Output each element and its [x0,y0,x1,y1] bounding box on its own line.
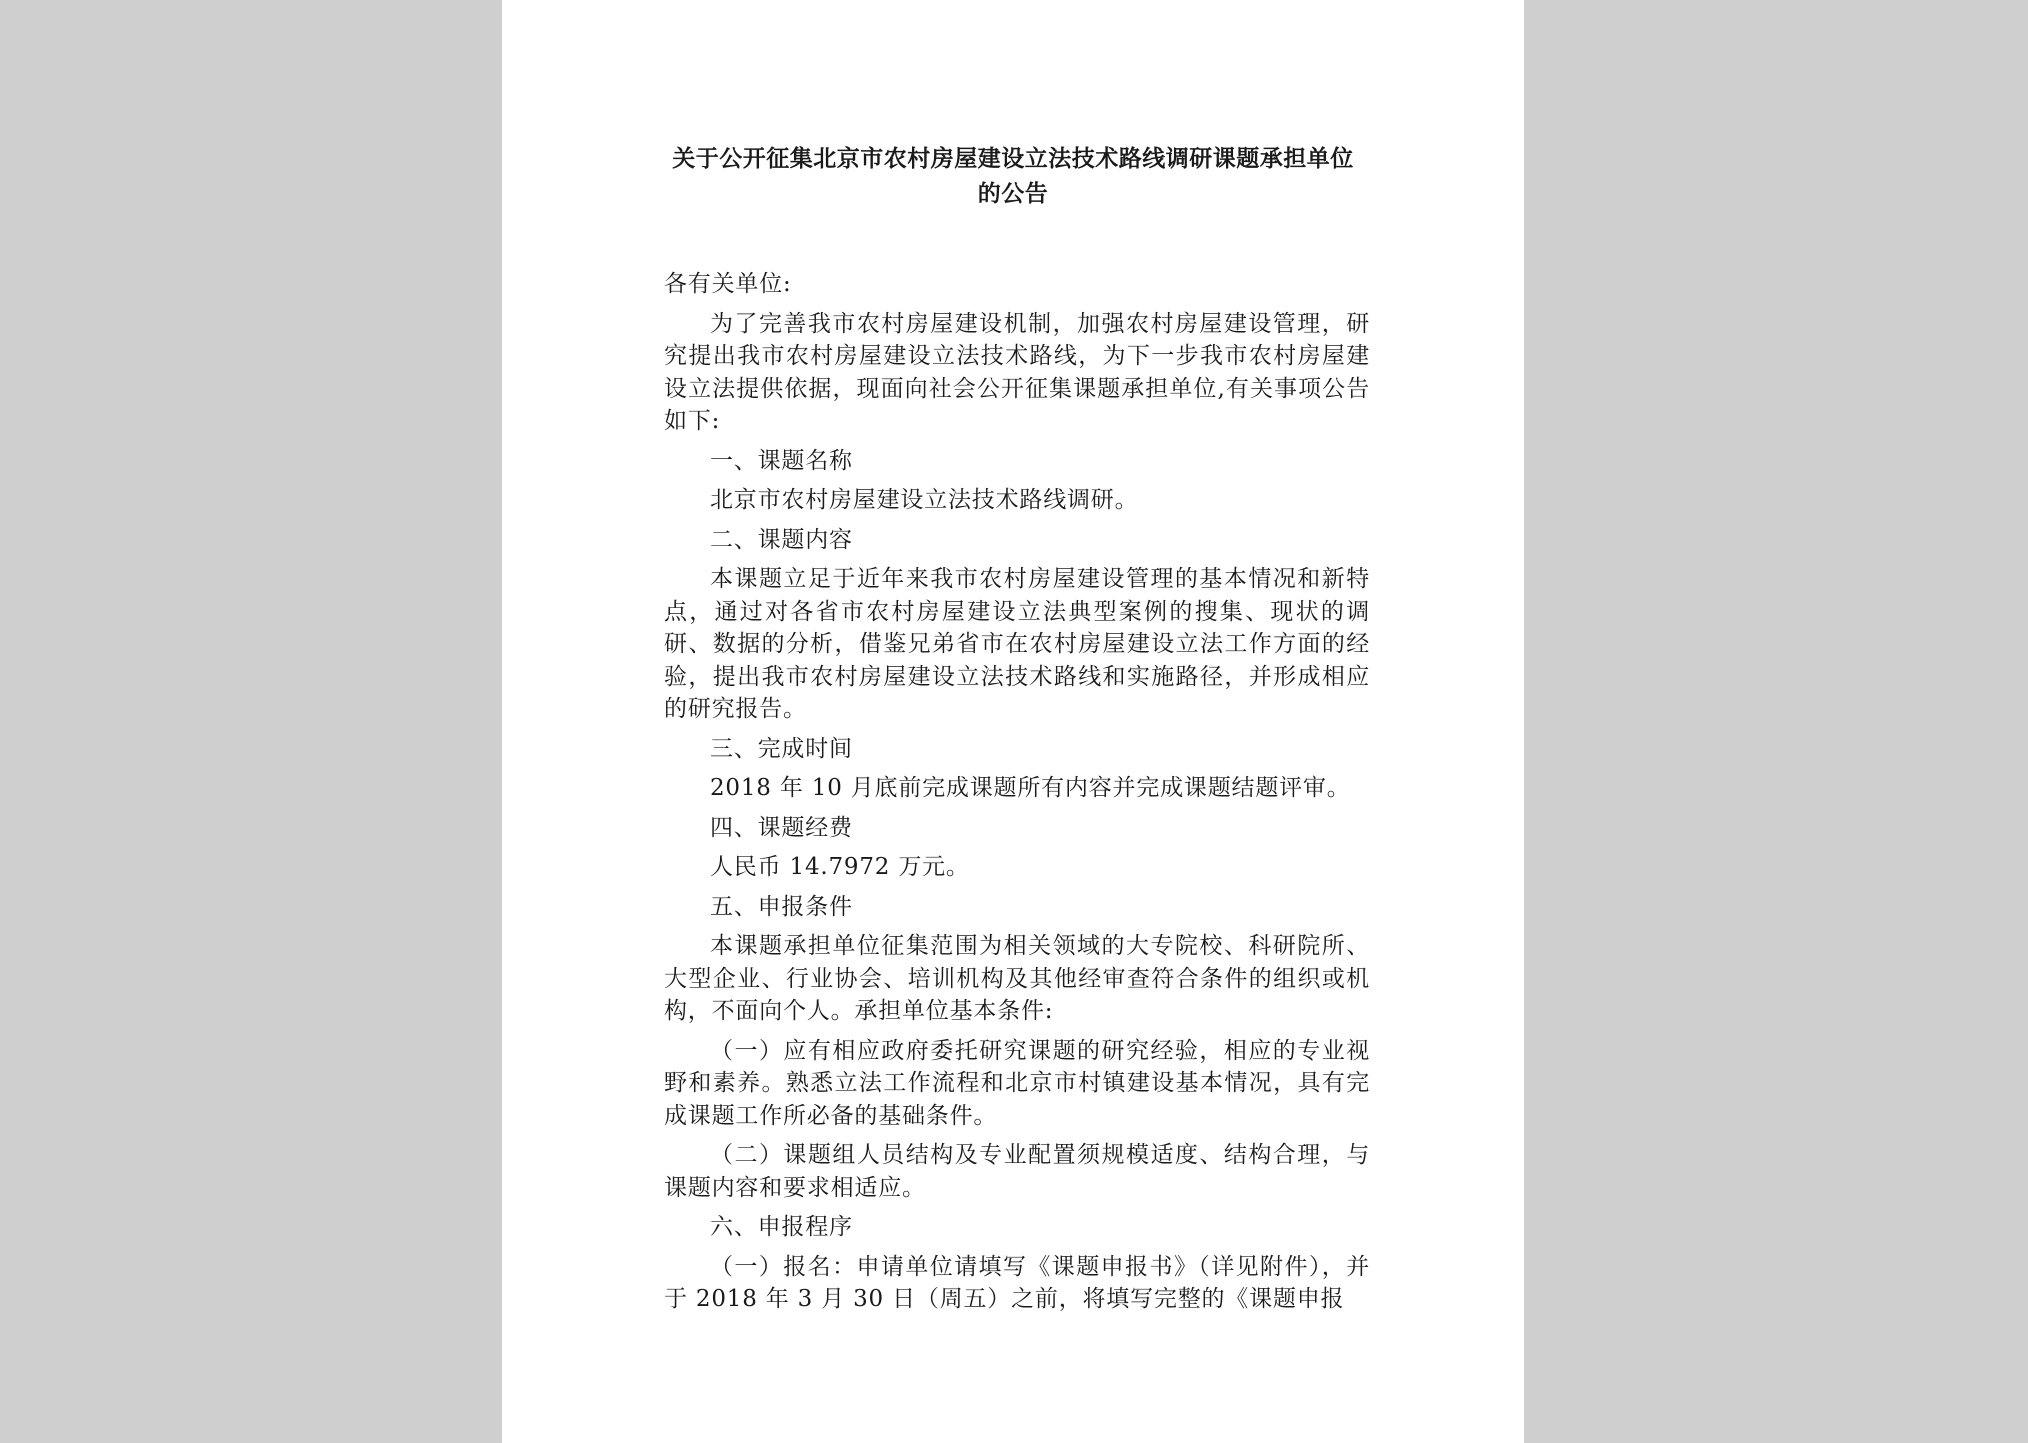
document-title [662,142,1364,212]
section-4-paragraph: 人民币 14.7972 万元。 [710,854,970,880]
section-2-paragraph: 本课题立足于近年来我市农村房屋建设管理的基本情况和新特点，通过对各省市农村房屋建设立法典型案例的搜集、现状的调研、数据的分析，借鉴兄弟省市在农村房屋建设立法工作方面的经验，提出我市农村房屋建设立法技术路线和实施路径，并形成相应的研究报告。 [664,566,1370,722]
section-heading-2: 二、课题内容 [710,526,853,553]
section-6-paragraph: （一）报名：申请单位请填写《课题申报书》（详见附件），并于 2018 年 3 月 30 日（周五）之前，将填写完整的《课题申报 [664,1253,1370,1312]
section-3-paragraph: 2018 年 10 月底前完成课题所有内容并完成课题结题评审。 [710,775,1351,801]
section-5-paragraph-1: 本课题承担单位征集范围为相关领域的大专院校、科研院所、大型企业、行业协会、培训机构及其他经审查符合条件的组织或机构，不面向个人。承担单位基本条件: [664,933,1370,1024]
title-line-2: 的公告 [977,181,1049,207]
section-heading-4: 四、课题经费 [710,814,853,841]
intro-paragraph: 为了完善我市农村房屋建设机制，加强农村房屋建设管理，研究提出我市农村房屋建设立法技术路线，为下一步我市农村房屋建设立法提供依据，现面向社会公开征集课题承担单位,有关事项公告如下: [664,310,1370,434]
section-heading-3: 三、完成时间 [710,735,853,762]
salutation: 各有关单位: [664,271,792,297]
title-line-1: 关于公开征集北京市农村房屋建设立法技术路线调研课题承担单位 [672,146,1354,172]
section-heading-5: 五、申报条件 [710,893,853,920]
section-5-paragraph-3: （二）课题组人员结构及专业配置须规模适度、结构合理，与课题内容和要求相适应。 [664,1142,1370,1201]
section-heading-1: 一、课题名称 [710,447,853,474]
section-5-paragraph-2: （一）应有相应政府委托研究课题的研究经验，相应的专业视野和素养。熟悉立法工作流程和北京市村镇建设基本情况，具有完成课题工作所必备的基础条件。 [664,1037,1370,1129]
section-heading-6: 六、申报程序 [710,1214,853,1240]
document-body [664,268,1370,1323]
section-1-paragraph: 北京市农村房屋建设立法技术路线调研。 [710,487,1139,513]
document-page [502,0,1524,1443]
